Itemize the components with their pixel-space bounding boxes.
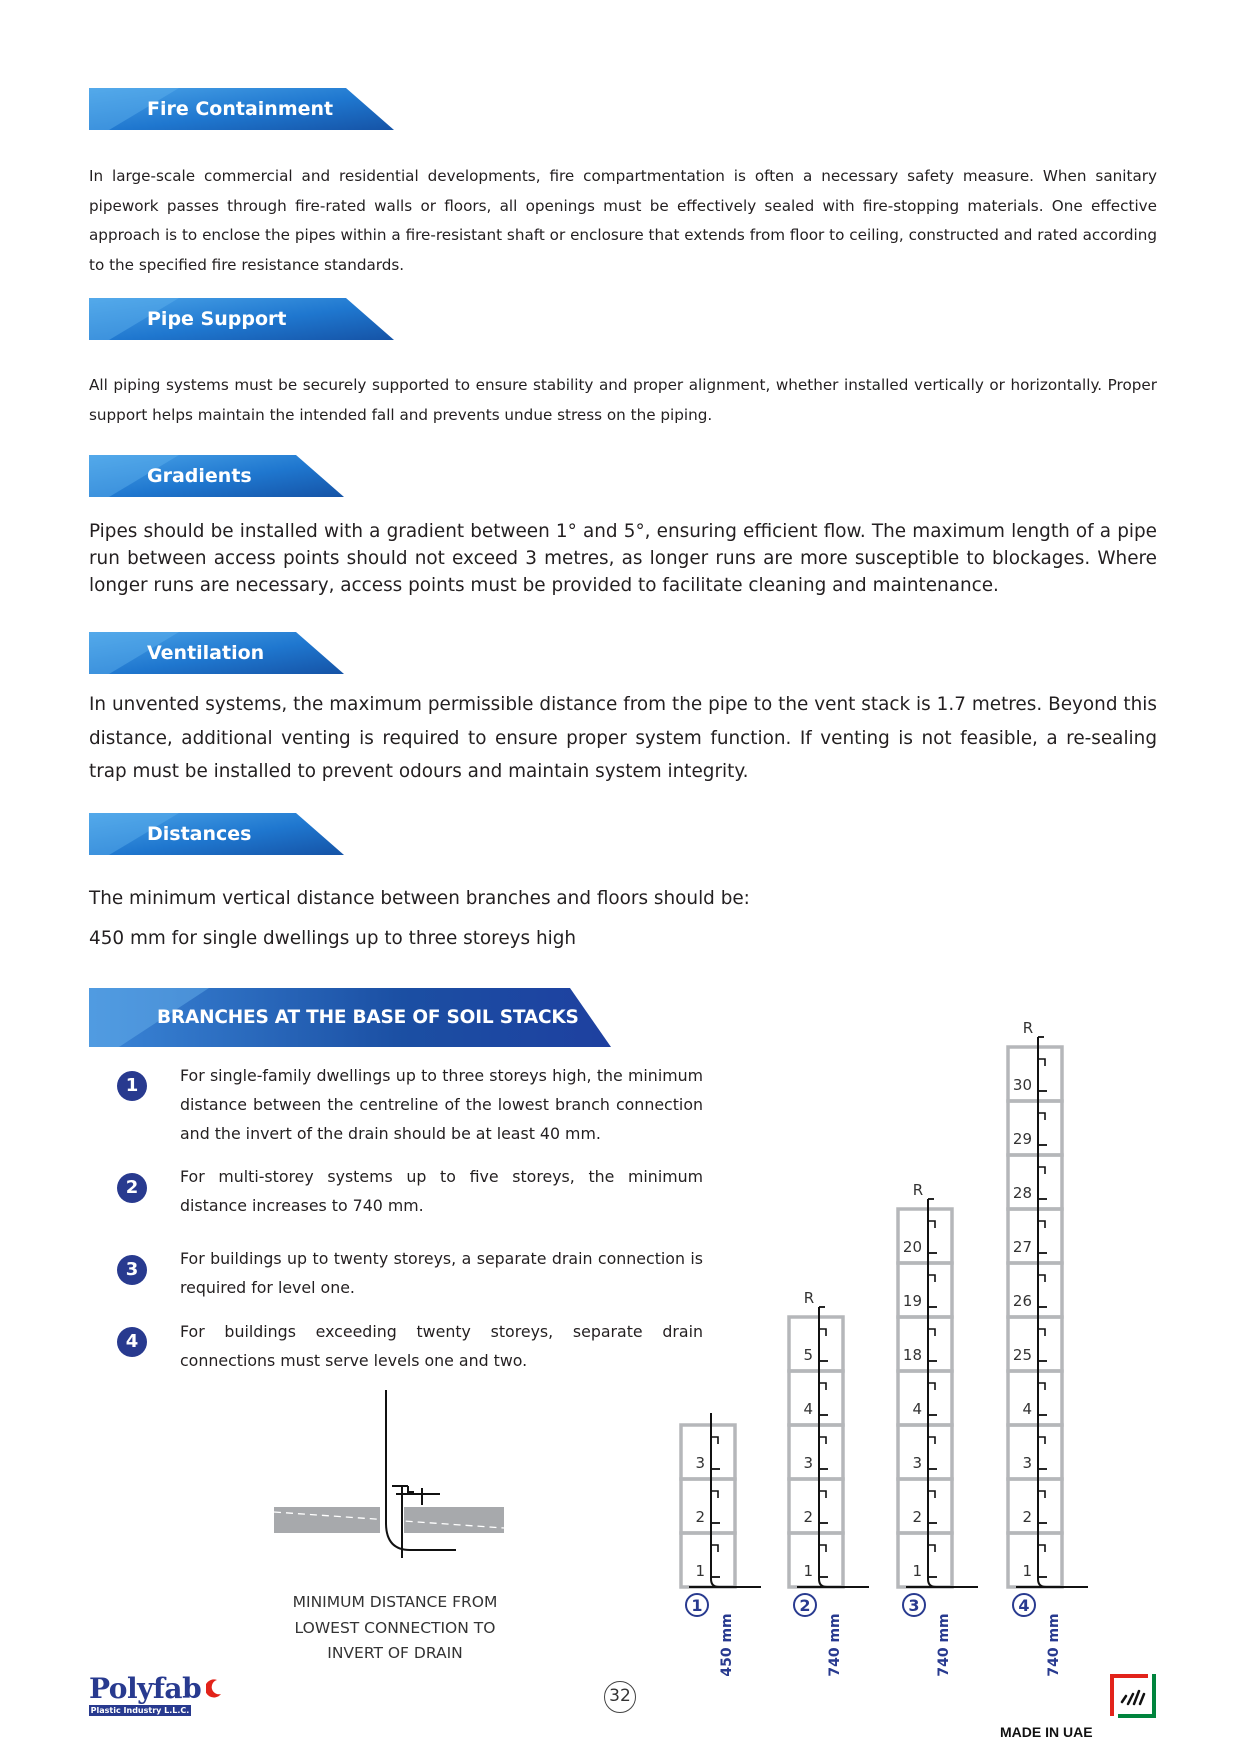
roof-label: R (803, 1289, 815, 1307)
trap-fitting (819, 1383, 826, 1390)
trap-fitting (819, 1545, 826, 1552)
list-item: For buildings exceeding twenty storeys, separate drain connections must serve levels one and two. (180, 1322, 703, 1370)
floor-box (789, 1479, 843, 1533)
floor-box (789, 1371, 843, 1425)
floor-label: 1 (1022, 1562, 1032, 1580)
stack-dimension-label: 740 mm (827, 1613, 843, 1677)
floor-label: 3 (803, 1454, 813, 1472)
stack-dimension-label: 740 mm (1046, 1613, 1062, 1677)
stack-number: 1 (691, 1596, 703, 1615)
roof-label: R (912, 1181, 924, 1199)
section-heading: Distances (147, 823, 252, 845)
stack-number: 2 (799, 1596, 811, 1615)
list-number-1: 1 (117, 1071, 147, 1101)
caption-line-1: MINIMUM DISTANCE FROM (292, 1593, 498, 1611)
floor-label: 25 (1012, 1346, 1032, 1364)
floor-label: 20 (902, 1238, 922, 1256)
list-item: For buildings up to twenty storeys, a separate drain connection is required for level one. (180, 1249, 703, 1297)
caption-line-3: INVERT OF DRAIN (327, 1644, 463, 1662)
floor-label: 2 (912, 1508, 922, 1526)
brand-subtitle: Plastic Industry L.L.C. (90, 1706, 190, 1715)
floor-label: 3 (1022, 1454, 1032, 1472)
floor-label: 2 (1022, 1508, 1032, 1526)
list-number-2: 2 (117, 1173, 147, 1203)
section-heading: Pipe Support (147, 308, 287, 330)
floor-label: 5 (803, 1346, 813, 1364)
floor-label: 1 (912, 1562, 922, 1580)
floor-label: 1 (695, 1562, 705, 1580)
floor-label: 19 (902, 1292, 922, 1310)
floor-box (789, 1317, 843, 1371)
branches-heading: BRANCHES AT THE BASE OF SOIL STACKS (157, 1007, 579, 1028)
floor-box (681, 1533, 735, 1587)
roof-label: R (1022, 1019, 1034, 1037)
list-item: For multi-storey systems up to five storeys, the minimum distance increases to 740 mm. (180, 1167, 703, 1215)
floor-label: 29 (1012, 1130, 1032, 1148)
trap-fitting (1038, 1059, 1045, 1066)
trap-fitting (711, 1491, 718, 1498)
floor-label: 3 (912, 1454, 922, 1472)
section-heading: Fire Containment (147, 98, 334, 120)
floor-box (1008, 1425, 1062, 1479)
stack-dimension-label: 740 mm (936, 1613, 952, 1677)
floor-label: 30 (1012, 1076, 1032, 1094)
trap-fitting (711, 1437, 718, 1444)
list-number-3: 3 (117, 1255, 147, 1285)
trap-fitting (819, 1491, 826, 1498)
gradients-paragraph: Pipes should be installed with a gradient between 1° and 5°, ensuring efficient flow. The maximum length of a pipe run between access points should not exceed 3 metres, as longer runs are more susceptible to blockages. Where longer runs are necessary, access points must be provided to facilitate cleaning and maintenance. (89, 521, 1157, 596)
trap-fitting (928, 1275, 935, 1282)
floor-label: 18 (902, 1346, 922, 1364)
floor-box (681, 1479, 735, 1533)
trap-fitting (1038, 1167, 1045, 1174)
floor-label: 1 (803, 1562, 813, 1580)
trap-fitting (1038, 1221, 1045, 1228)
trap-fitting (928, 1545, 935, 1552)
trap-fitting (928, 1491, 935, 1498)
floor-box (898, 1533, 952, 1587)
floor-box (1008, 1533, 1062, 1587)
floor-box (789, 1425, 843, 1479)
caption-line-2: LOWEST CONNECTION TO (294, 1618, 496, 1637)
trap-fitting (928, 1383, 935, 1390)
floor-box (1008, 1371, 1062, 1425)
trap-fitting (1038, 1275, 1045, 1282)
support-paragraph: All piping systems must be securely supported to ensure stability and proper alignment, whether installed vertically or horizontally. Proper support helps maintain the intended fall and prevents undue stress on the piping. (89, 376, 1157, 424)
list-item: For single-family dwellings up to three storeys high, the minimum distance between the centreline of the lowest branch connection and the invert of the drain should be at least 40 mm. (180, 1066, 703, 1143)
floor-label: 2 (803, 1508, 813, 1526)
floor-label: 4 (803, 1400, 813, 1418)
ventilation-paragraph: In unvented systems, the maximum permissible distance from the pipe to the vent stack is 1.7 metres. Beyond this distance, additional venting is required to ensure proper system function. If venting is not feasible, a re-sealing trap must be installed to prevent odours and maintain system integrity. (89, 694, 1157, 782)
floor-label: 4 (912, 1400, 922, 1418)
distances-line-2: 450 mm for single dwellings up to three storeys high (89, 928, 577, 949)
floor-box (898, 1425, 952, 1479)
floor-box (898, 1371, 952, 1425)
trap-fitting (928, 1329, 935, 1336)
floor-label: 28 (1012, 1184, 1032, 1202)
floor-label: 27 (1012, 1238, 1032, 1256)
stack-dimension-label: 450 mm (719, 1613, 735, 1677)
fire-paragraph: In large-scale commercial and residential developments, fire compartmentation is often a necessary safety measure. When sanitary pipework passes through fire-rated walls or floors, all openings must be effectively sealed with fire-stopping materials. One effective approach is to enclose the pipes within a fire-resistant shaft or enclosure that extends from floor to ceiling, constructed and rated according to the specified fire resistance standards. (89, 167, 1157, 274)
brand-mark-icon (206, 1678, 222, 1700)
trap-fitting (928, 1437, 935, 1444)
trap-fitting (1038, 1437, 1045, 1444)
trap-fitting (819, 1329, 826, 1336)
distances-line-1: The minimum vertical distance between branches and floors should be: (89, 888, 750, 909)
made-in-label: MADE IN UAE (1000, 1724, 1093, 1740)
floor-label: 3 (695, 1454, 705, 1472)
floor-box (681, 1425, 735, 1479)
floor-label: 2 (695, 1508, 705, 1526)
brand-name: Polyfab (89, 1672, 202, 1705)
stack-number: 4 (1018, 1596, 1030, 1615)
trap-fitting (928, 1221, 935, 1228)
trap-fitting (1038, 1329, 1045, 1336)
brand-logo (89, 1672, 222, 1716)
stack-number: 3 (908, 1596, 920, 1615)
trap-fitting (711, 1545, 718, 1552)
trap-fitting (1038, 1113, 1045, 1120)
page-number: 32 (604, 1681, 636, 1713)
trap-fitting (1038, 1383, 1045, 1390)
section-heading: Ventilation (147, 642, 265, 664)
uae-flag-icon (1108, 1672, 1158, 1718)
floor-box (789, 1533, 843, 1587)
section-heading: Gradients (147, 465, 252, 487)
trap-fitting (1038, 1545, 1045, 1552)
floor-box (898, 1479, 952, 1533)
floor-box (1008, 1479, 1062, 1533)
floor-label: 26 (1012, 1292, 1032, 1310)
floor-label: 4 (1022, 1400, 1032, 1418)
list-number-4: 4 (117, 1327, 147, 1357)
trap-fitting (819, 1437, 826, 1444)
trap-fitting (1038, 1491, 1045, 1498)
